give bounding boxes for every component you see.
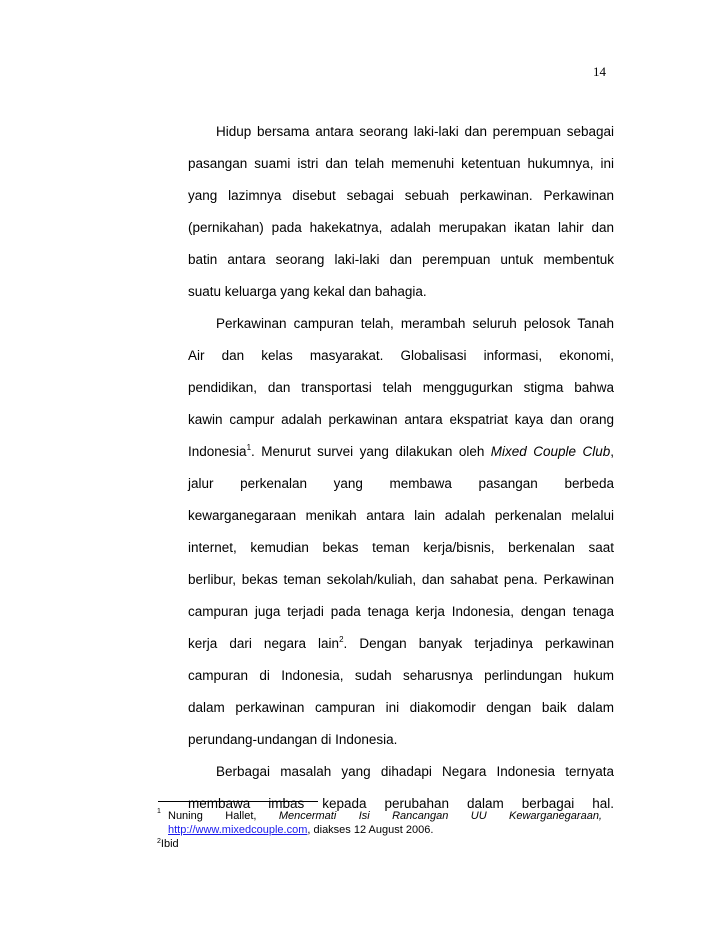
body-line-5: batin antara seorang laki-laki dan perempuan untuk membentuk xyxy=(188,252,614,267)
body-line-1: Hidup bersama antara seorang laki-laki dan perempuan sebagai xyxy=(216,124,614,139)
body-line-18: campuran di Indonesia, sudah seharusnya perlindungan hukum xyxy=(188,668,614,683)
footnote-1-link[interactable]: http://www.mixedcouple.com xyxy=(168,824,308,836)
footnote-1-marker: 1 xyxy=(157,808,161,815)
footnote-1-text xyxy=(168,810,602,823)
footnote-1-word: Mencermati xyxy=(278,810,337,822)
body-line-16: campuran juga terjadi pada tenaga kerja Indonesia, dengan tenaga xyxy=(188,604,614,619)
footnote-2-text: Ibid xyxy=(160,838,179,850)
body-line-20: perundang-undangan di Indonesia. xyxy=(188,732,398,747)
body-line-12: jalur perkenalan yang membawa pasangan berbeda xyxy=(188,476,614,491)
text-mixed-couple-club: Mixed Couple Club xyxy=(490,444,611,459)
footnote-ref-2: 2 xyxy=(339,635,344,644)
body-line-4: (pernikahan) pada hakekatnya, adalah merupakan ikatan lahir dan xyxy=(188,220,614,235)
body-line-7: Perkawinan campuran telah, merambah seluruh pelosok Tanah xyxy=(216,316,614,331)
body-line-19: dalam perkawinan campuran ini diakomodir dengan baik dalam xyxy=(188,700,614,715)
body-line-8: Air dan kelas masyarakat. Globalisasi informasi, ekonomi, xyxy=(188,348,614,363)
footnote-1-word: Rancangan xyxy=(392,810,449,822)
body-line-21: Berbagai masalah yang dihadapi Negara Indonesia ternyata xyxy=(216,764,614,779)
footnote-1-word: Isi xyxy=(358,810,370,822)
body-line-3: yang lazimnya disebut sebagai sebuah perkawinan. Perkawinan xyxy=(188,188,614,203)
body-line-14: internet, kemudian bekas teman kerja/bisnis, berkenalan saat xyxy=(188,540,614,555)
footnote-ref-1: 1 xyxy=(246,443,252,452)
body-line-6: suatu keluarga yang kekal dan bahagia. xyxy=(188,284,427,299)
text-dengan-banyak: . Dengan banyak terjadinya perkawinan xyxy=(343,636,615,651)
footnote-2-marker: 2 xyxy=(157,838,161,845)
footnote-1-word: UU xyxy=(470,810,487,822)
footnote-1-word: Nuning xyxy=(168,810,203,822)
text-comma: , xyxy=(610,444,614,459)
footnote-rule xyxy=(158,801,318,802)
text-indonesia: Indonesia xyxy=(188,444,247,459)
page-number: 14 xyxy=(593,64,606,79)
footnote-1-word: Hallet, xyxy=(225,810,257,822)
body-line-9: pendidikan, dan transportasi telah menggugurkan stigma bahwa xyxy=(188,380,614,395)
text-kerja-dari: kerja dari negara lain xyxy=(188,636,340,651)
body-line-13: kewarganegaraan menikah antara lain adalah perkenalan melalui xyxy=(188,508,614,523)
text-survey: . Menurut survei yang dilakukan oleh xyxy=(251,444,491,459)
body-line-2: pasangan suami istri dan telah memenuhi ketentuan hukumnya, ini xyxy=(188,156,614,171)
body-line-22: membawa imbas kepada perubahan dalam berbagai hal. xyxy=(188,796,614,811)
footnote-1-tail: , diakses 12 August 2006. xyxy=(307,824,434,836)
footnote-1-word: Kewarganegaraan, xyxy=(509,810,602,822)
body-line-17 xyxy=(188,636,614,652)
body-line-15: berlibur, bekas teman sekolah/kuliah, dan sahabat pena. Perkawinan xyxy=(188,572,614,587)
body-line-11 xyxy=(188,444,614,460)
body-line-10: kawin campur adalah perkawinan antara ekspatriat kaya dan orang xyxy=(188,412,614,427)
